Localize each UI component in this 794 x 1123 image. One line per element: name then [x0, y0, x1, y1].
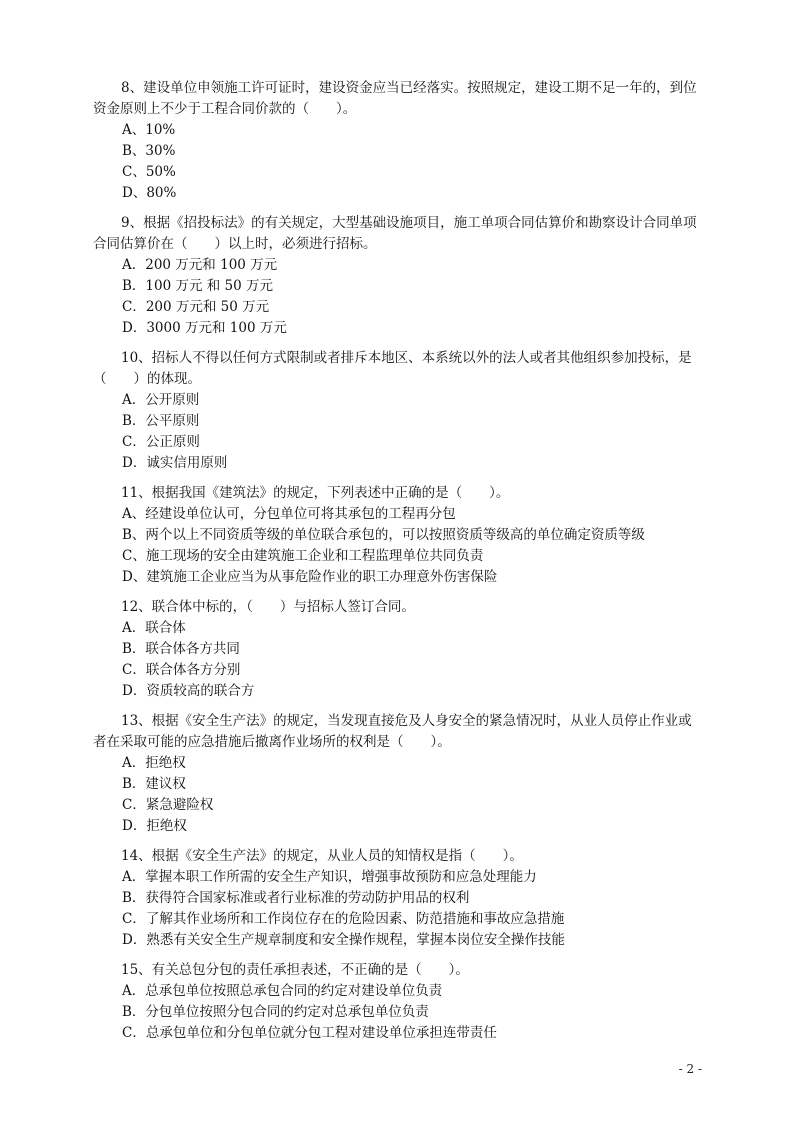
option-d: D、建筑施工企业应当为从事危险作业的职工办理意外伤害保险 — [122, 569, 498, 585]
option-a: A、10% — [122, 122, 176, 138]
question-11 — [93, 483, 703, 588]
question-stem: 9、根据《招投标法》的有关规定，大型基础设施项目，施工单项合同估算价和勘察设计合同单项合同估算价在（ ）以上时，必须进行招标。 — [93, 215, 697, 252]
option-c: C．200 万元和 50 万元 — [122, 299, 270, 315]
option-a: A．总承包单位按照总承包合同的约定对建设单位负责 — [122, 983, 443, 999]
option-b: B．分包单位按照分包合同的约定对总承包单位负责 — [122, 1004, 429, 1020]
question-13 — [93, 711, 703, 837]
option-a: A．掌握本职工作所需的安全生产知识，增强事故预防和应急处理能力 — [122, 869, 537, 885]
option-a: A．公开原则 — [122, 392, 200, 408]
question-list — [93, 78, 703, 1053]
question-stem: 12、联合体中标的，（ ）与招标人签订合同。 — [121, 599, 415, 615]
question-10 — [93, 348, 703, 474]
question-stem: 11、根据我国《建筑法》的规定，下列表述中正确的是（ ）。 — [121, 485, 510, 501]
option-b: B、两个以上不同资质等级的单位联合承包的，可以按照资质等级高的单位确定资质等级 — [122, 527, 645, 543]
option-b: B．获得符合国家标准或者行业标准的劳动防护用品的权利 — [122, 890, 470, 906]
option-c: C、50% — [122, 164, 176, 180]
option-d: D．资质较高的联合方 — [122, 683, 255, 699]
question-9 — [93, 213, 703, 339]
question-stem: 13、根据《安全生产法》的规定，当发现直接危及人身安全的紧急情况时，从业人员停止作业或者在采取可能的应急措施后撤离作业场所的权利是（ ）。 — [93, 713, 692, 750]
question-12 — [93, 597, 703, 702]
option-c: C．紧急避险权 — [122, 797, 214, 813]
option-d: D、80% — [122, 185, 177, 201]
option-b: B、30% — [122, 143, 176, 159]
question-15 — [93, 960, 703, 1044]
option-a: A、经建设单位认可，分包单位可将其承包的工程再分包 — [122, 506, 456, 522]
option-c: C．了解其作业场所和工作岗位存在的危险因素、防范措施和事故应急措施 — [122, 911, 565, 927]
option-b: B．联合体各方共同 — [122, 641, 240, 657]
question-stem: 8、建设单位申领施工许可证时，建设资金应当已经落实。按照规定，建设工期不足一年的，到位资金原则上不少于工程合同价款的（ ）。 — [93, 80, 697, 117]
question-8 — [93, 78, 703, 204]
question-stem: 15、有关总包分包的责任承担表述，不正确的是（ ）。 — [121, 962, 469, 978]
option-d: D．拒绝权 — [122, 818, 187, 834]
page-number: - 2 - — [678, 1062, 702, 1076]
option-d: D．熟悉有关安全生产规章制度和安全操作规程，掌握本岗位安全操作技能 — [122, 932, 565, 948]
question-14 — [93, 846, 703, 951]
option-d: D．3000 万元和 100 万元 — [122, 320, 287, 336]
option-d: D．诚实信用原则 — [122, 455, 228, 471]
option-c: C．公正原则 — [122, 434, 200, 450]
question-stem: 14、根据《安全生产法》的规定，从业人员的知情权是指（ ）。 — [121, 848, 523, 864]
option-a: A．200 万元和 100 万元 — [122, 257, 278, 273]
option-b: B．建议权 — [122, 776, 186, 792]
question-stem: 10、招标人不得以任何方式限制或者排斥本地区、本系统以外的法人或者其他组织参加投标，是（ ）的体现。 — [93, 350, 692, 387]
option-c: C．总承包单位和分包单位就分包工程对建设单位承担连带责任 — [122, 1025, 497, 1041]
option-a: A．拒绝权 — [122, 755, 186, 771]
option-c: C、施工现场的安全由建筑施工企业和工程监理单位共同负责 — [122, 548, 484, 564]
option-a: A．联合体 — [122, 620, 186, 636]
option-b: B．公平原则 — [122, 413, 200, 429]
option-c: C．联合体各方分别 — [122, 662, 241, 678]
option-b: B．100 万元 和 50 万元 — [122, 278, 274, 294]
